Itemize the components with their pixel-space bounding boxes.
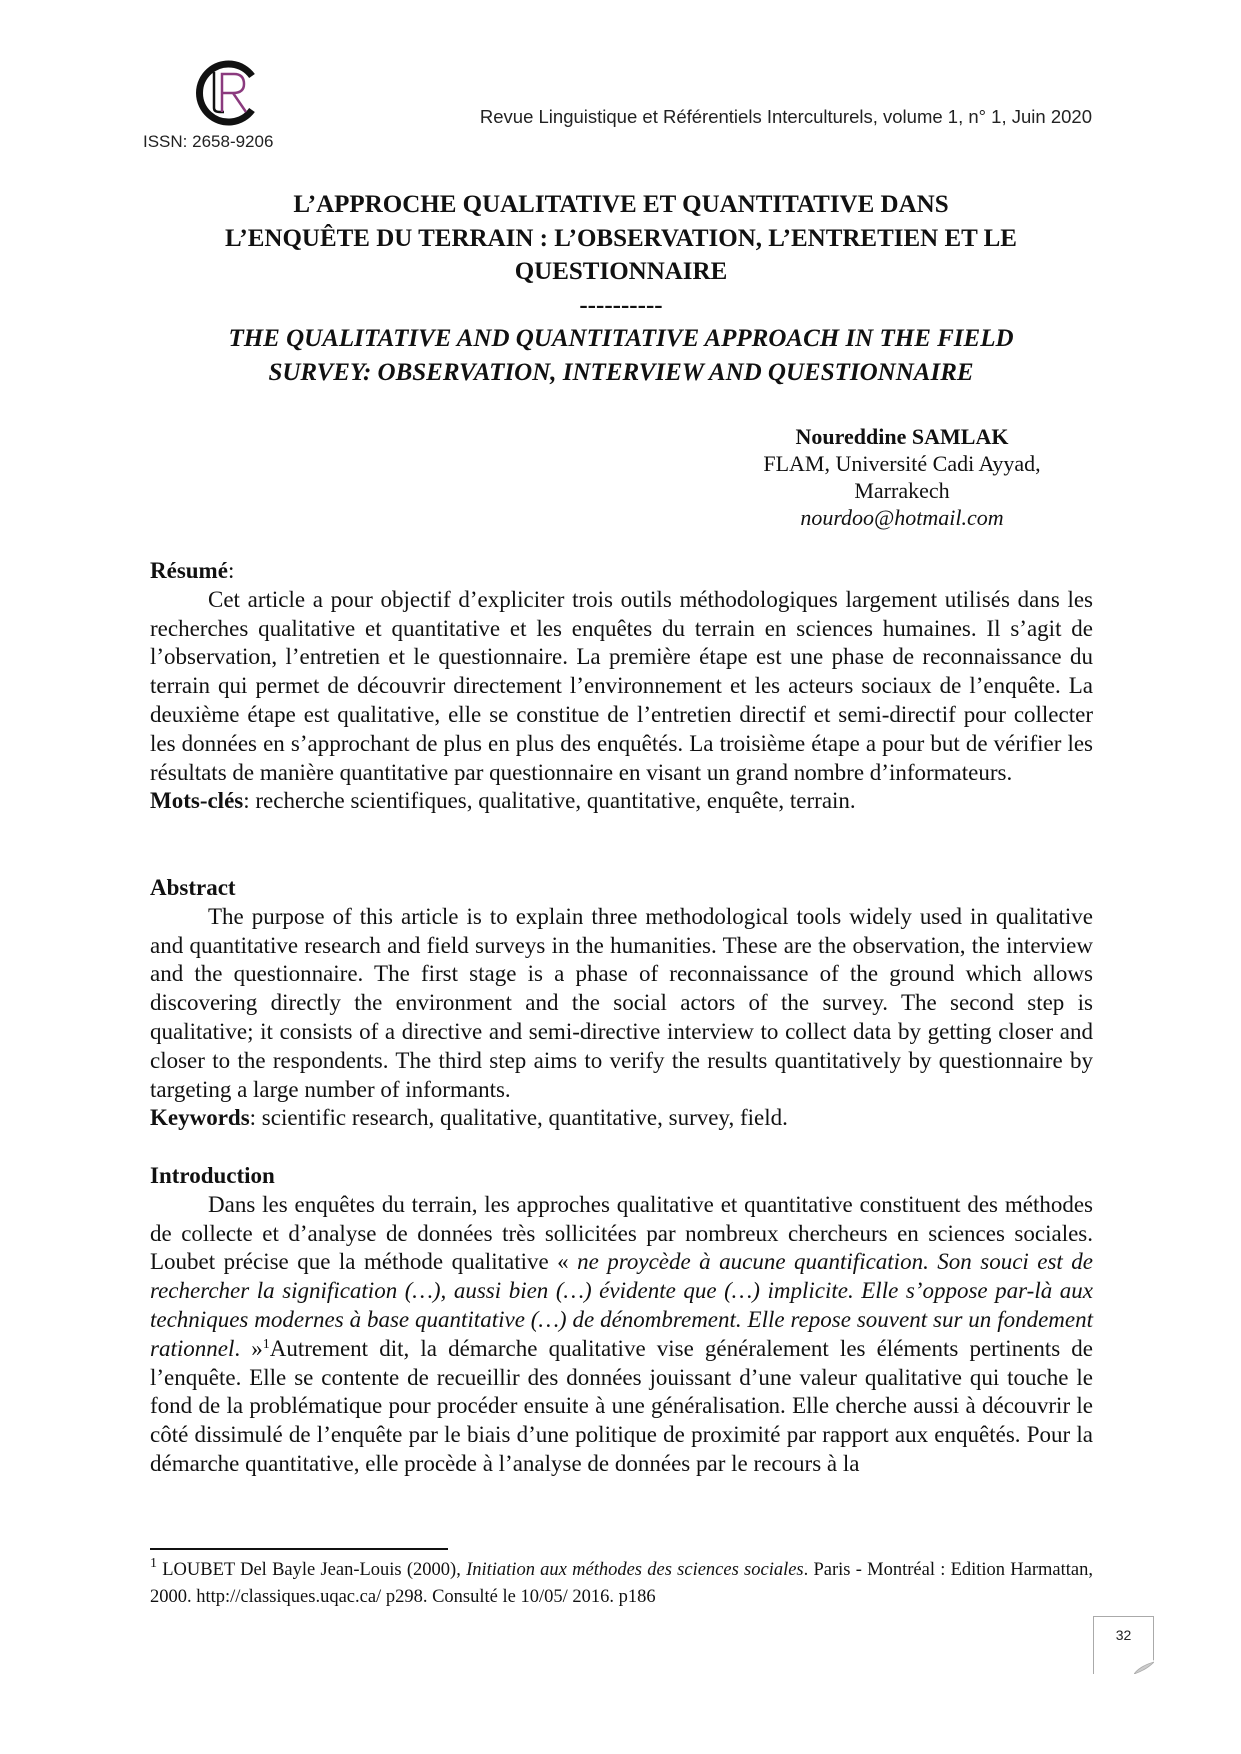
article-title	[150, 188, 1092, 389]
abstract-section	[150, 874, 1093, 1133]
heading-colon: :	[227, 558, 235, 583]
keywords-en: : scientific research, qualitative, quantitative, survey, field.	[249, 1105, 788, 1131]
abstract-text: The purpose of this article is to explain three methodological tools widely used in qualitative and quantitative research and field surveys in the humanities. These are the observation, the interview and the questionnaire. The first stage is a phase of reconnaissance of the ground which allows discovering directly the environment and the social actors of the survey. The second step is qualitative; it consists of a directive and semi-directive interview to collect data by getting closer and closer to the respondents. The third step aims to verify the results quantitatively by questionnaire by targeting a large number of informants.	[150, 903, 1093, 1102]
author-city: Marrakech	[854, 478, 950, 503]
keywords-label: Keywords	[150, 1105, 250, 1131]
footnote-details: . Paris - Montréal : Edition Harmattan, 2000. http://classiques.uqac.ca/ p298. Consulté le 10/05/ 2016. p186	[150, 1560, 1094, 1607]
footnote-number: 1	[150, 1556, 157, 1571]
footnote-book-title: Initiation aux méthodes des sciences sociales	[466, 1560, 804, 1580]
title-en-line: THE QUALITATIVE AND QUANTITATIVE APPROACH IN THE FIELD	[228, 325, 1014, 352]
journal-logo	[190, 58, 266, 128]
page-number: 32	[1115, 1627, 1132, 1643]
resume-section	[150, 557, 1093, 816]
title-en-line: SURVEY: OBSERVATION, INTERVIEW AND QUESTIONNAIRE	[268, 358, 974, 386]
abstract-heading: Abstract	[150, 875, 236, 900]
resume-text: Cet article a pour objectif d’expliciter trois outils méthodologiques largement utilisés dans les recherches qualitative et quantitative et les enquêtes du terrain en sciences humaines. Il s’agit de l’observation, l’entretien et le questionnaire. La première étape est une phase de reconnaissance du terrain qui permet de découvrir directement l’environnement et les acteurs sociaux de l’enquête. La deuxième étape est qualitative, elle se constitue de l’entretien directif et semi-directif pour collecter les données en s’approchant de plus en plus des enquêtés. La troisième étape a pour but de vérifier les résultats de manière quantitative par questionnaire en visant un grand nombre d’informateurs.	[150, 586, 1093, 785]
resume-heading: Résumé	[150, 558, 228, 583]
footnote-author: LOUBET Del Bayle Jean-Louis (2000),	[157, 1560, 467, 1580]
footnote	[150, 1557, 1093, 1611]
intro-text-part: Autrement dit, la démarche qualitative vise généralement les éléments pertinents de l’enquête. Elle se contente de recueillir des données jouissant d’une valeur qualitative qui touche le fond de la problématique pour procéder ensuite à une généralisation. Elle cherche aussi à découvrir le côté dissimulé de l’enquête par le biais d’une politique de proximité par rapport aux enquêtés. Pour la démarche quantitative, elle procède à l’analyse de données par le recours à la	[150, 1335, 1093, 1476]
author-name: Noureddine SAMLAK	[795, 424, 1009, 449]
page-number-box	[1093, 1616, 1154, 1674]
issn: ISSN: 2658-9206	[143, 132, 274, 151]
keywords-fr: : recherche scientifiques, qualitative, quantitative, enquête, terrain.	[243, 788, 856, 814]
title-separator: ----------	[579, 291, 663, 319]
title-fr-line: QUESTIONNAIRE	[514, 258, 728, 285]
author-affiliation: FLAM, Université Cadi Ayyad,	[763, 451, 1041, 476]
footnote-ref[interactable]: 1	[262, 1336, 270, 1352]
page-curl-icon	[1134, 1660, 1154, 1674]
intro-text-part: Dans les enquêtes du terrain, les approches qualitative et quantitative constituent des méthodes de collecte et d’analyse de données très sollicitées par nombreux chercheurs en sciences sociales. Loubet précise que la méthode qualitative «	[150, 1191, 1093, 1275]
author-email[interactable]: nourdoo@hotmail.com	[800, 505, 1004, 530]
author-block	[752, 423, 1052, 531]
introduction-text	[150, 1191, 1093, 1479]
title-fr-line: L’ENQUÊTE DU TERRAIN : L’OBSERVATION, L’ENTRETIEN ET LE	[225, 224, 1017, 252]
intro-quote: ne proycède à aucune quantification. Son souci est de rechercher la signification (…), aussi bien (…) évidente que (…) implicite. Elle s’oppose par-là aux techniques modernes à base quantitative (…) de dénombrement. Elle repose souvent sur un fondement rationnel	[150, 1249, 1093, 1361]
quote-close: . »	[234, 1335, 263, 1361]
introduction-heading: Introduction	[150, 1163, 275, 1188]
introduction-section	[150, 1162, 1093, 1479]
keywords-label: Mots-clés	[150, 788, 244, 814]
title-fr-line: L’APPROCHE QUALITATIVE ET QUANTITATIVE DANS	[293, 191, 949, 218]
journal-header: Revue Linguistique et Référentiels Interculturels, volume 1, n° 1, Juin 2020	[479, 106, 1092, 127]
footnote-divider	[150, 1548, 448, 1550]
